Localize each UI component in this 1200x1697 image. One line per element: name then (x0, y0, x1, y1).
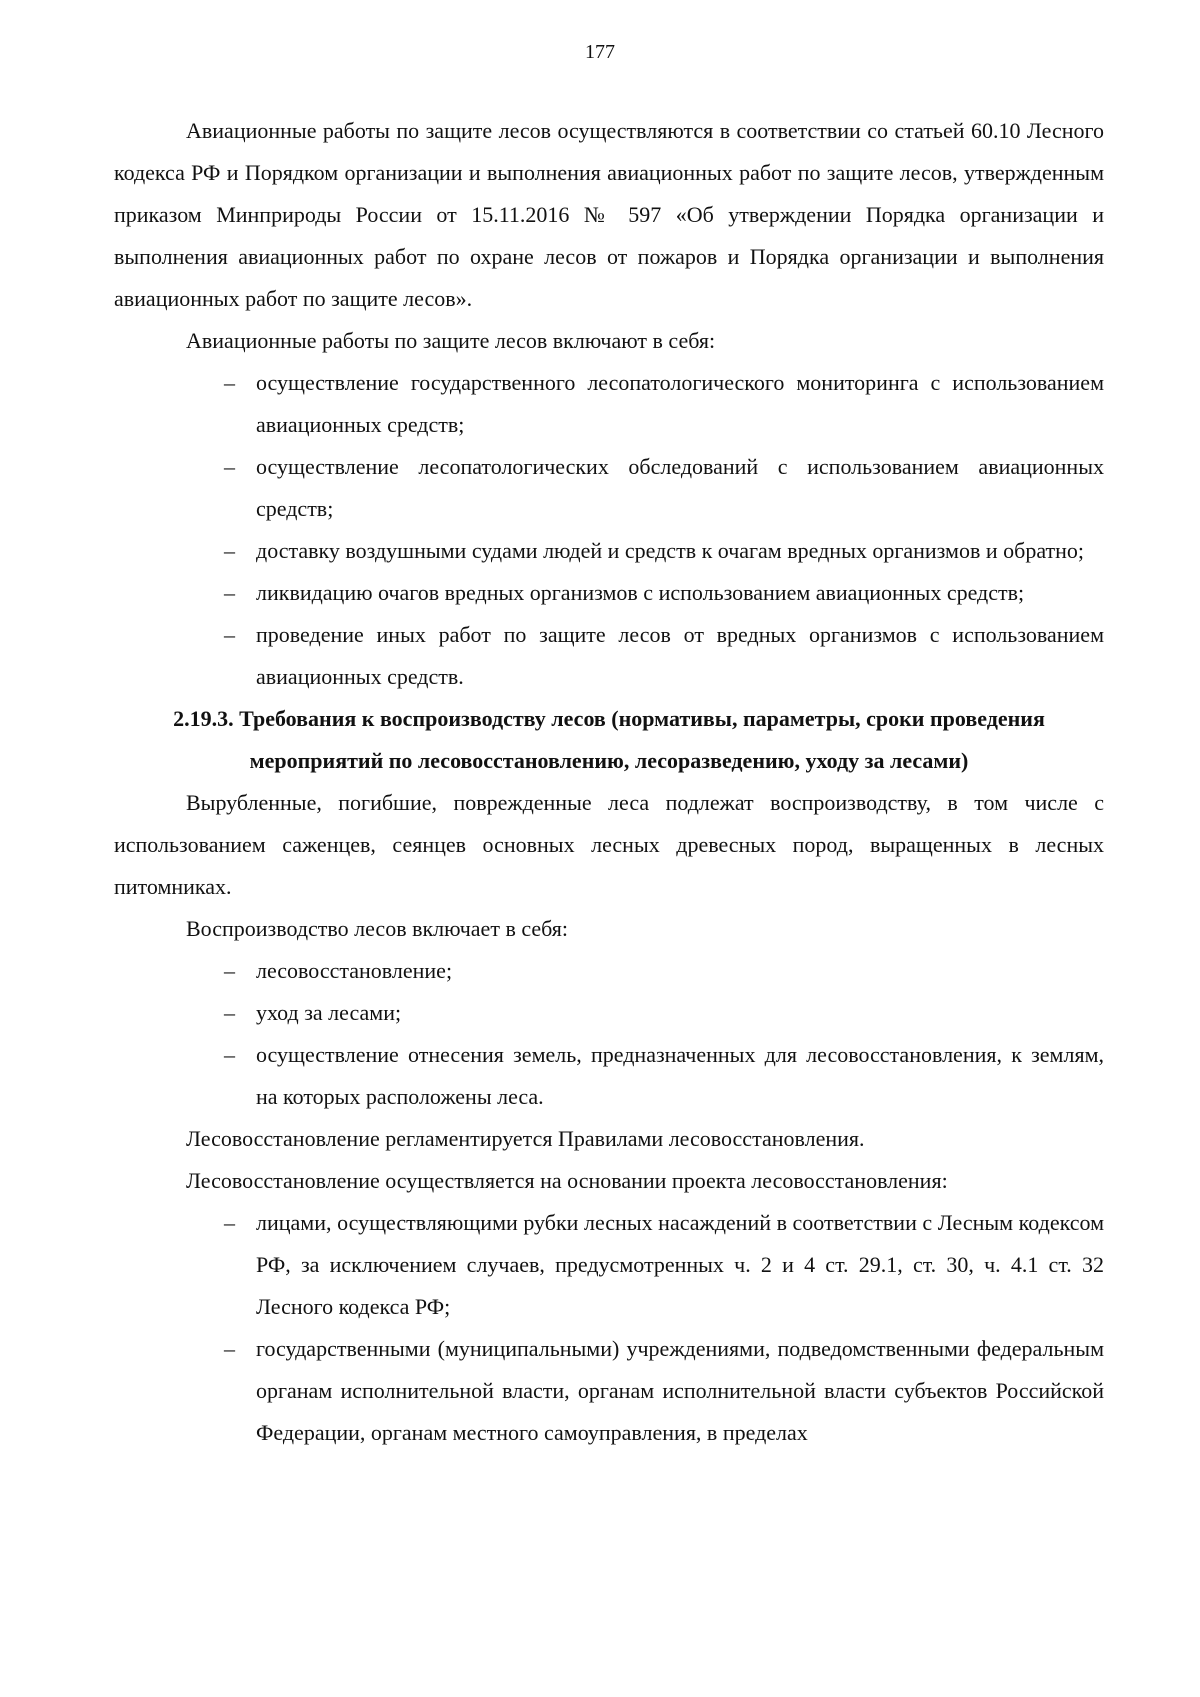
list-item: – лесовосстановление; (114, 950, 1104, 992)
dash-bullet: – (224, 1336, 235, 1361)
list-item: – проведение иных работ по защите лесов от вредных организмов с использованием авиационных средств. (114, 614, 1104, 698)
list-item: – ликвидацию очагов вредных организмов с использованием авиационных средств; (114, 572, 1104, 614)
list-intro-reproduction: Воспроизводство лесов включает в себя: (186, 916, 569, 941)
dash-bullet: – (224, 958, 235, 983)
paragraph-rules: Лесовосстановление регламентируется Правилами лесовосстановления. (186, 1126, 865, 1151)
list-reproduction (114, 950, 1104, 1118)
dash-bullet: – (224, 538, 235, 563)
dash-bullet: – (224, 1210, 235, 1235)
section-heading: 2.19.3. Требования к воспроизводству лесов (нормативы, параметры, сроки проведения мероприятий по лесовосстановлению, лесоразведению, уходу за лесами) (173, 706, 1045, 773)
list-item: – осуществление государственного лесопатологического мониторинга с использованием авиационных средств; (114, 362, 1104, 446)
list-item: – осуществление отнесения земель, предназначенных для лесовосстановления, к землям, на которых расположены леса. (114, 1034, 1104, 1118)
list-aviation-works (114, 362, 1104, 698)
list-item: – лицами, осуществляющими рубки лесных насаждений в соответствии с Лесным кодексом РФ, за исключением случаев, предусмотренных ч. 2 и 4 ст. 29.1, ст. 30, ч. 4.1 ст. 32 Лесного кодекса РФ; (114, 1202, 1104, 1328)
paragraph-aviation-works: Авиационные работы по защите лесов осуществляются в соответствии со статьей 60.10 Лесного кодекса РФ и Порядком организации и выполнения авиационных работ по защите лесов, утвержденным приказом Минприроды России от 15.11.2016 № 597 «Об утверждении Порядка организации и выполнения авиационных работ по охране лесов от пожаров и Порядка организации и выполнения авиационных работ по защите лесов». (114, 118, 1104, 311)
dash-bullet: – (224, 454, 235, 479)
dash-bullet: – (224, 1000, 235, 1025)
list-intro-aviation-works: Авиационные работы по защите лесов включают в себя: (186, 328, 716, 353)
list-item: – осуществление лесопатологических обследований с использованием авиационных средств; (114, 446, 1104, 530)
dash-bullet: – (224, 1042, 235, 1067)
dash-bullet: – (224, 622, 235, 647)
page-number: 177 (585, 41, 615, 63)
dash-bullet: – (224, 370, 235, 395)
list-restoration (114, 1202, 1104, 1454)
list-intro-restoration: Лесовосстановление осуществляется на основании проекта лесовосстановления: (186, 1168, 948, 1193)
list-item: – государственными (муниципальными) учреждениями, подведомственными федеральным органам исполнительной власти, органам исполнительной власти субъектов Российской Федерации, органам местного самоуправления, в пределах (114, 1328, 1104, 1454)
page-content (114, 110, 1104, 1454)
paragraph-reproduction: Вырубленные, погибшие, поврежденные леса подлежат воспроизводству, в том числе с использованием саженцев, сеянцев основных лесных древесных пород, выращенных в лесных питомниках. (114, 790, 1104, 899)
dash-bullet: – (224, 580, 235, 605)
list-item: – уход за лесами; (114, 992, 1104, 1034)
list-item: – доставку воздушными судами людей и средств к очагам вредных организмов и обратно; (114, 530, 1104, 572)
